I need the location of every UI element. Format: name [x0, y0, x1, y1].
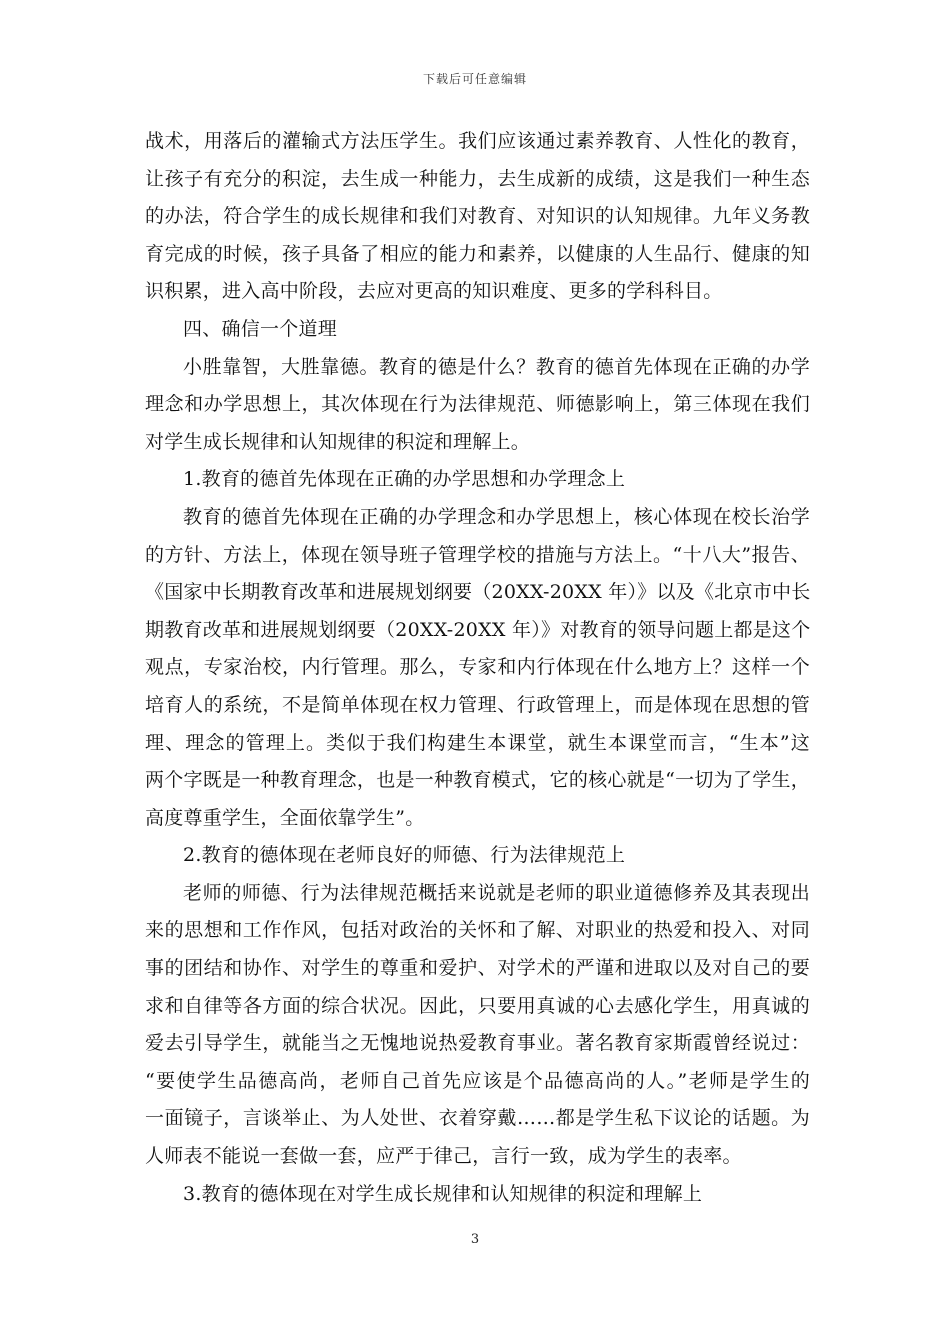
body-line: 人师表不能说一套做一套，应严于律己，言行一致，成为学生的表率。 — [145, 1145, 742, 1168]
subsection-heading: 3.教育的德体现在对学生成长规律和认知规律的积淀和理解上 — [183, 1182, 703, 1205]
body-line: 观点，专家治校，内行管理。那么，专家和内行体现在什么地方上？这样一个 — [145, 656, 810, 679]
subsection-heading: 2.教育的德体现在老师良好的师德、行为法律规范上 — [183, 844, 626, 867]
body-line: 理念和办学思想上，其次体现在行为法律规范、师德影响上，第三体现在我们 — [145, 393, 810, 416]
page-header: 下载后可任意编辑 — [422, 72, 527, 86]
document-body — [145, 123, 810, 1213]
body-line: 两个字既是一种教育理念，也是一种教育模式，它的核心就是“一切为了学生， — [145, 769, 810, 792]
body-line: 求和自律等各方面的综合状况。因此，只要用真诚的心去感化学生，用真诚的 — [145, 994, 810, 1017]
body-line: 高度尊重学生，全面依靠学生”。 — [145, 806, 425, 829]
body-line: 的方针、方法上，体现在领导班子管理学校的措施与方法上。“十八大”报告、 — [145, 543, 810, 566]
section-heading: 四、确信一个道理 — [183, 317, 338, 340]
body-line: 爱去引导学生，就能当之无愧地说热爱教育事业。著名教育家斯霞曾经说过： — [145, 1032, 810, 1055]
body-line: 识积累，进入高中阶段，去应对更高的知识难度、更多的学科科目。 — [145, 280, 723, 303]
body-line: 的办法，符合学生的成长规律和我们对教育、对知识的认知规律。九年义务教 — [145, 205, 810, 228]
body-line: 理、理念的管理上。类似于我们构建生本课堂，就生本课堂而言，“生本”这 — [145, 731, 810, 754]
body-line: 来的思想和工作作风，包括对政治的关怀和了解、对职业的热爱和投入、对同 — [145, 919, 810, 942]
body-line: 《国家中长期教育改革和进展规划纲要（20XX-20XX 年）》以及《北京市中长 — [145, 581, 811, 604]
body-line: 对学生成长规律和认知规律的积淀和理解上。 — [145, 430, 531, 453]
body-line: 一面镜子，言谈举止、为人处世、衣着穿戴……都是学生私下议论的话题。为 — [145, 1107, 810, 1130]
subsection-heading: 1.教育的德首先体现在正确的办学思想和办学理念上 — [183, 468, 626, 491]
page-number: 3 — [470, 1232, 480, 1247]
body-line: 事的团结和协作、对学生的尊重和爱护、对学术的严谨和进取以及对自己的要 — [145, 957, 810, 980]
body-line: 期教育改革和进展规划纲要（20XX-20XX 年）》对教育的领导问题上都是这个 — [145, 618, 811, 641]
body-line: 战术，用落后的灌输式方法压学生。我们应该通过素养教育、人性化的教育， — [145, 130, 810, 152]
body-line: 培育人的系统，不是简单体现在权力管理、行政管理上，而是体现在思想的管 — [145, 693, 810, 716]
body-line: “要使学生品德高尚，老师自己首先应该是个品德高尚的人。”老师是学生的 — [145, 1069, 810, 1092]
body-line: 育完成的时候，孩子具备了相应的能力和素养，以健康的人生品行、健康的知 — [145, 242, 810, 265]
body-line: 教育的德首先体现在正确的办学理念和办学思想上，核心体现在校长治学 — [183, 505, 810, 528]
body-line: 老师的师德、行为法律规范概括来说就是老师的职业道德修养及其表现出 — [183, 881, 810, 904]
body-line: 让孩子有充分的积淀，去生成一种能力，去生成新的成绩，这是我们一种生态 — [145, 167, 810, 190]
body-line: 小胜靠智，大胜靠德。教育的德是什么？教育的德首先体现在正确的办学 — [183, 355, 810, 378]
